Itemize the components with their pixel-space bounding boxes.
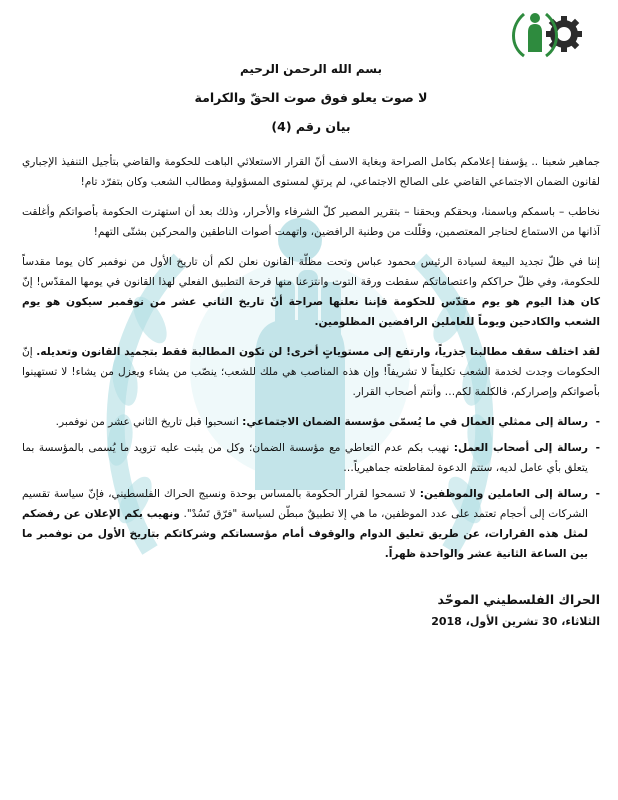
message-title: رسالة إلى أصحاب العمل: [453,442,588,454]
paragraph-address: نخاطب – باسمكم وباسمنا، وبحقكم وبحقنا – بتقرير المصير كلّ الشرفاء والأحرار، وذلك بعد أن استهترت الحكومة بأصواتكم وأغلقت آذانها من الاستماع لحناجر المعتصمين، وقلّلت من وطنية الرافضين، واتهمت أصوات الناطقين والمحركين بشتّى التهم! [22,206,600,238]
paragraph-demands-text: إنّ الحكومات وجدت لخدمة الشعب تكليفاً لا تشريفاً! وإن هذه المناصب هي ملك للشعب؛ ينصّب من يشاء ويعزل من يشاء! لا تستهينوا بأصواتكم وإصراركم، فالكلمة لكم… وأنتم أصحاب القرار. [22,346,600,398]
document-date: الثلاثاء، 30 تشرين الأول، 2018 [431,615,600,628]
paragraph-intro: جماهير شعبنا .. يؤسفنا إعلامكم بكامل الصراحة وبغاية الاسف أنّ القرار الاستعلائي الباهت للحكومة والقاضي بتأجيل التنفيذ الإجباري لقانون الضمان الاجتماعي القاضي على الصالح الاجتماعي، لم يرتقِ لمستوى المسؤولية ومطالب الشعب وكان بتفرّد تام! [22,156,600,188]
message-title: رسالة إلى ممثلي العمال في ما يُسمّى مؤسسة الضمان الاجتماعي: [242,416,588,428]
paragraph-declaration [22,252,600,332]
message-text-bold: ونهيب بكم الإعلان عن رفضكم لمثل هذه القرارات، عن طريق تعليق الدوام والوقوف أمام مؤسساتكم وشركاتكم بتاريخ الأول من نوفمبر ما بين الساعة الثانية عشر والواحدة ظهراً. [22,508,588,560]
message-item [22,412,600,432]
organization-logo-icon [506,6,582,64]
paragraph-declaration-text: إننا في ظلّ تجديد البيعة لسيادة الرئيس محمود عباس وتحت مظلّة القانون نعلن لكم أن تاريخ الأول من نوفمبر كان يوما مقدساً للحكومة، وفي ظلّ حراككم واعتصاماتكم سقطت ورقة التوت وانتزعنا منها فرحة التطبيق الفعلي لهذا القانون في يومها المقدّس! إنّ [22,256,600,288]
statement-content [22,62,600,628]
basmala-heading: بسم الله الرحمن الرحيم [239,62,383,76]
message-title: رسالة إلى العاملين والموظفين: [419,488,589,500]
message-text: نهيب بكم عدم التعاطي مع مؤسسة الضمان؛ وكل من يثبت عليه تزويد ما يُسمى بالمؤسسة بما يتعلق بأي عامل لديه، ستتم الدعوة لمقاطعته جماهيرياً… [22,442,588,474]
message-text: انسحبوا قبل تاريخ الثاني عشر من نوفمبر. [55,416,239,428]
message-text: لا تسمحوا لقرار الحكومة بالمساس بوحدة ونسيج الحراك الفلسطيني، فإنّ سياسة تقسيم الشركات إلى أحجام تعتمد على عدد الموظفين، ما هي إلا تطبيقٌ مبطّن لسياسة "فرّق تَسُدْ". [22,488,588,520]
paragraph-declaration-bold: كان هذا اليوم هو يوم مقدّس للحكومة فإننا نعلنها صراحة أنّ تاريخ الثاني عشر من نوفمبر سيكون هو يوم الشعب والكادحين ويوماً للعاملين الرافضين المظلومين. [22,296,600,328]
slogan-heading: لا صوت يعلو فوق صوت الحقّ والكرامة [194,90,428,105]
paragraph-demands-bold: لقد اختلف سقف مطالبنا جذرياً، وارتفع إلى مستوياتٍ أخرى! لن تكون المطالبة فقط بتجميد القانون وتعديله. [36,346,600,358]
message-item [22,484,600,564]
message-item [22,438,600,478]
paragraph-demands [22,342,600,402]
signature: الحراك الفلسطيني الموحّد [437,592,600,607]
messages-list [22,412,600,564]
statement-number: بيان رقم (4) [271,119,351,134]
